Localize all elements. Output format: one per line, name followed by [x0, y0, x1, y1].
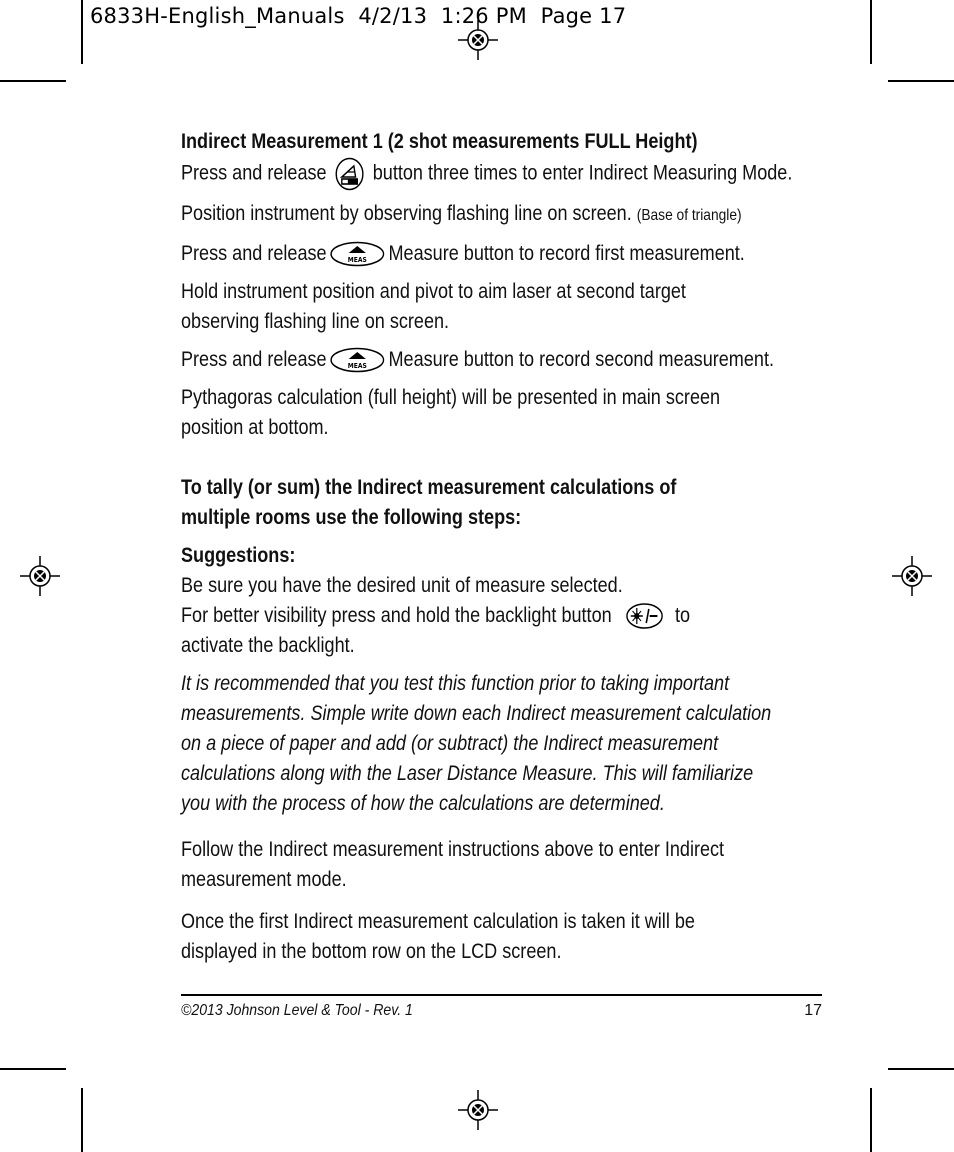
step-text: For better visibility press and hold the backlight button: [181, 604, 612, 627]
paragraph: Follow the Indirect measurement instructions above to enter Indirect: [181, 838, 725, 861]
step-text: Position instrument by observing flashing line on screen.: [181, 202, 632, 225]
step-text: Measure button to record second measurement.: [388, 348, 774, 371]
crop-mark: [870, 1088, 872, 1152]
italic-note: you with the process of how the calculations are determined.: [181, 792, 665, 815]
step-text: Press and release: [181, 348, 327, 371]
section-heading: Indirect Measurement 1 (2 shot measurements FULL Height): [181, 130, 698, 153]
step-text: button three times to enter Indirect Measuring Mode.: [372, 161, 793, 185]
meas-button-icon: [330, 347, 385, 373]
instruction-step: position at bottom.: [181, 416, 329, 439]
crop-mark: [888, 80, 954, 82]
registration-mark-icon: [458, 1090, 498, 1130]
suggestion-text: [181, 601, 740, 631]
crop-mark: [81, 1088, 83, 1152]
suggestion-text: activate the backlight.: [181, 634, 355, 657]
instruction-step: observing flashing line on screen.: [181, 310, 450, 333]
step-text: Press and release: [181, 161, 327, 185]
paragraph: Once the first Indirect measurement calculation is taken it will be: [181, 910, 695, 933]
instruction-step: [181, 345, 774, 375]
footer-rule: [181, 994, 822, 996]
crop-mark: [0, 80, 66, 82]
instruction-step: [181, 199, 740, 231]
section-heading: multiple rooms use the following steps:: [181, 506, 522, 529]
suggestions-label: Suggestions:: [181, 544, 296, 567]
triangle-mode-icon: [335, 157, 364, 191]
registration-mark-icon: [458, 20, 498, 60]
crop-mark: [81, 0, 83, 64]
registration-mark-icon: [20, 556, 60, 596]
paragraph: displayed in the bottom row on the LCD screen.: [181, 940, 562, 963]
italic-note: on a piece of paper and add (or subtract) the Indirect measurement: [181, 732, 719, 755]
backlight-button-icon: [625, 602, 663, 630]
suggestion-text: Be sure you have the desired unit of measure selected.: [181, 574, 623, 597]
print-slug: 6833H-English_Manuals 4/2/13 1:26 PM Page 17: [90, 4, 627, 28]
step-note: (Base of triangle): [636, 207, 742, 224]
page-number: 17: [804, 1002, 822, 1019]
italic-note: It is recommended that you test this function prior to taking important: [181, 672, 730, 695]
meas-button-icon: [330, 241, 385, 267]
section-heading: To tally (or sum) the Indirect measurement calculations of: [181, 476, 677, 499]
instruction-step: [181, 157, 793, 191]
italic-note: calculations along with the Laser Distance Measure. This will familiarize: [181, 762, 754, 785]
paragraph: measurement mode.: [181, 868, 347, 891]
step-text: to: [675, 604, 691, 627]
page-content: [181, 127, 831, 967]
step-text: Press and release: [181, 242, 327, 265]
step-text: Measure button to record first measurement.: [388, 242, 745, 265]
italic-note: measurements. Simple write down each Indirect measurement calculation: [181, 702, 772, 725]
crop-mark: [870, 0, 872, 64]
instruction-step: [181, 239, 745, 269]
instruction-step: Hold instrument position and pivot to aim laser at second target: [181, 280, 686, 303]
registration-mark-icon: [892, 556, 932, 596]
meas-label: MEAS: [347, 362, 368, 371]
footer-copyright: ©2013 Johnson Level & Tool - Rev. 1: [181, 1002, 413, 1019]
instruction-step: Pythagoras calculation (full height) will be presented in main screen: [181, 386, 721, 409]
crop-mark: [0, 1068, 66, 1070]
meas-label: MEAS: [347, 256, 368, 265]
crop-mark: [888, 1068, 954, 1070]
